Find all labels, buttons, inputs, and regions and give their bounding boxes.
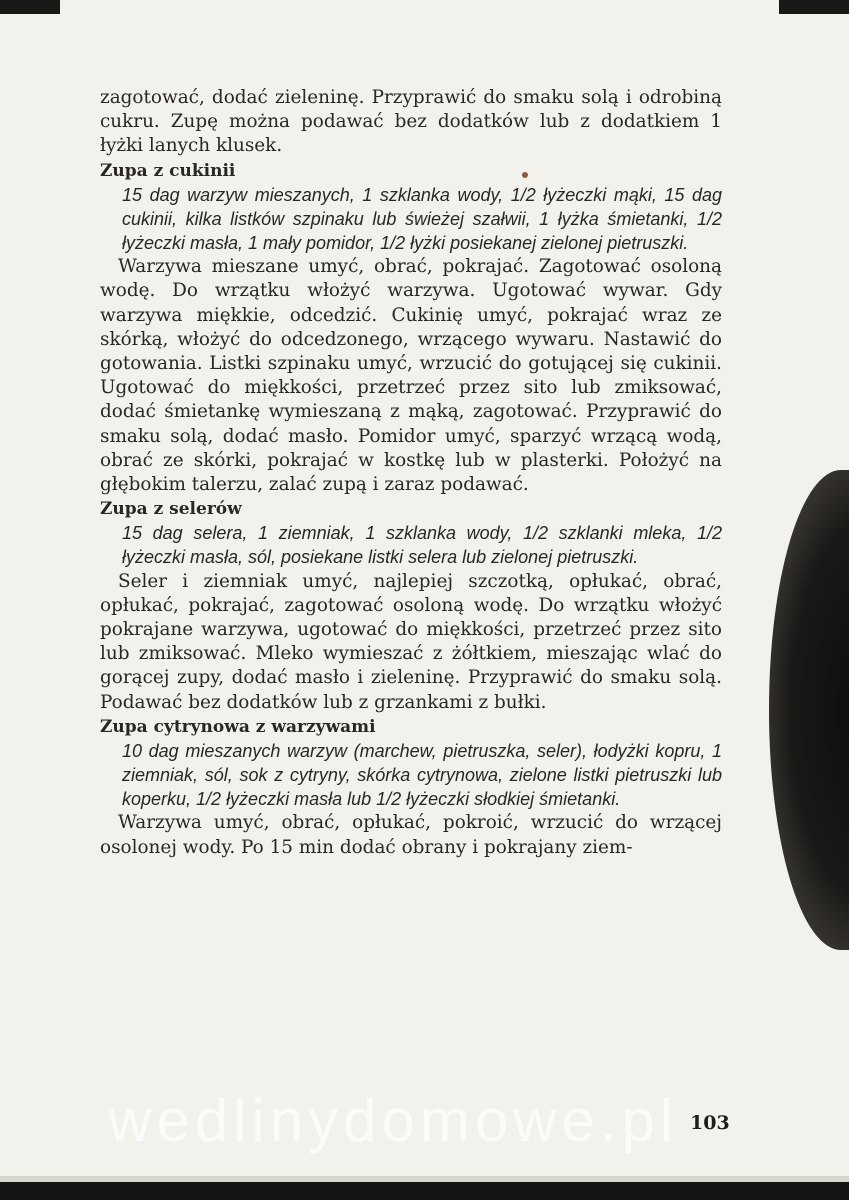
scan-shadow-top-left xyxy=(0,0,60,14)
recipe-title: Zupa cytrynowa z warzywami xyxy=(100,716,376,737)
recipe-title: Zupa z selerów xyxy=(100,499,242,520)
scan-shadow-top-right xyxy=(779,0,849,14)
page-text xyxy=(100,86,722,860)
recipe-instructions: Seler i ziemniak umyć, najlepiej szczotką, opłukać, obrać, opłukać, pokrajać, zagotować osoloną wodę. Do wrzątku włożyć pokrajane warzywa, ugotować do miękkości, przetrzeć przez sito lub zmiksować. Mleko wymieszać z żółtkiem, mieszając wlać do gorącej zupy, dodać masło i zieleninę. Przyprawić do smaku solą. Podawać bez dodatków lub z grzankami z bułki. xyxy=(100,570,722,713)
recipe-lemon-vegetable-soup xyxy=(100,715,722,860)
recipe-instructions: Warzywa mieszane umyć, obrać, pokrajać. Zagotować osoloną wodę. Do wrzątku włożyć warzywa. Ugotować wywar. Gdy warzywa miękkie, odcedzić. Cukinię umyć, pokrajać wraz ze skórką, włożyć do odcedzonego, wrzącego wywaru. Nastawić do gotowania. Listki szpinaku umyć, wrzucić do gotującej się cukinii. Ugotować do miękkości, przetrzeć przez sito lub zmiksować, dodać śmietankę wymieszaną z mąką, zagotować. Przyprawić do smaku solą, dodać masło. Pomidor umyć, sparzyć wrzącą wodą, obrać ze skórki, pokrajać w kostkę lub w plasterki. Położyć na głębokim talerzu, zalać zupą i zaraz podawać. xyxy=(100,256,722,496)
scan-shadow-bottom xyxy=(0,1182,849,1200)
recipe-zucchini-soup xyxy=(100,159,722,498)
recipe-ingredients: 15 dag selera, 1 ziemniak, 1 szklanka wody, 1/2 szklanki mleka, 1/2 łyżeczki masła, sól, posiekane listki selera lub zielonej pietruszki. xyxy=(122,523,722,568)
page-number: 103 xyxy=(690,1112,730,1134)
recipe-title: Zupa z cukinii xyxy=(100,160,236,181)
recipe-ingredients: 10 dag mieszanych warzyw (marchew, pietruszka, seler), łodyżki kopru, 1 ziemniak, sól, sok z cytryny, skórka cytrynowa, zielone listki pietruszki lub koperku, 1/2 łyżeczki masła lub 1/2 łyżeczki słodkiej śmietanki. xyxy=(122,740,722,810)
book-spine-shadow xyxy=(769,470,849,950)
site-watermark: wedlinydomowe.pl xyxy=(108,1087,679,1154)
recipe-celery-soup xyxy=(100,497,722,715)
recipe-instructions: Warzywa umyć, obrać, opłukać, pokroić, wrzucić do wrzącej osolonej wody. Po 15 min dodać obrany i pokrajany ziem- xyxy=(100,812,722,858)
recipe-ingredients: 15 dag warzyw mieszanych, 1 szklanka wody, 1/2 łyżeczki mąki, 15 dag cukinii, kilka listków szpinaku lub świeżej szałwii, 1 łyżka śmietanki, 1/2 łyżeczki masła, 1 mały pomidor, 1/2 łyżki posiekanej zielonej pietruszki. xyxy=(122,184,722,254)
intro-paragraph: zagotować, dodać zieleninę. Przyprawić do smaku solą i odrobiną cukru. Zupę można podawać bez dodatków lub z dodatkiem 1 łyżki lanych klusek. xyxy=(100,87,722,157)
